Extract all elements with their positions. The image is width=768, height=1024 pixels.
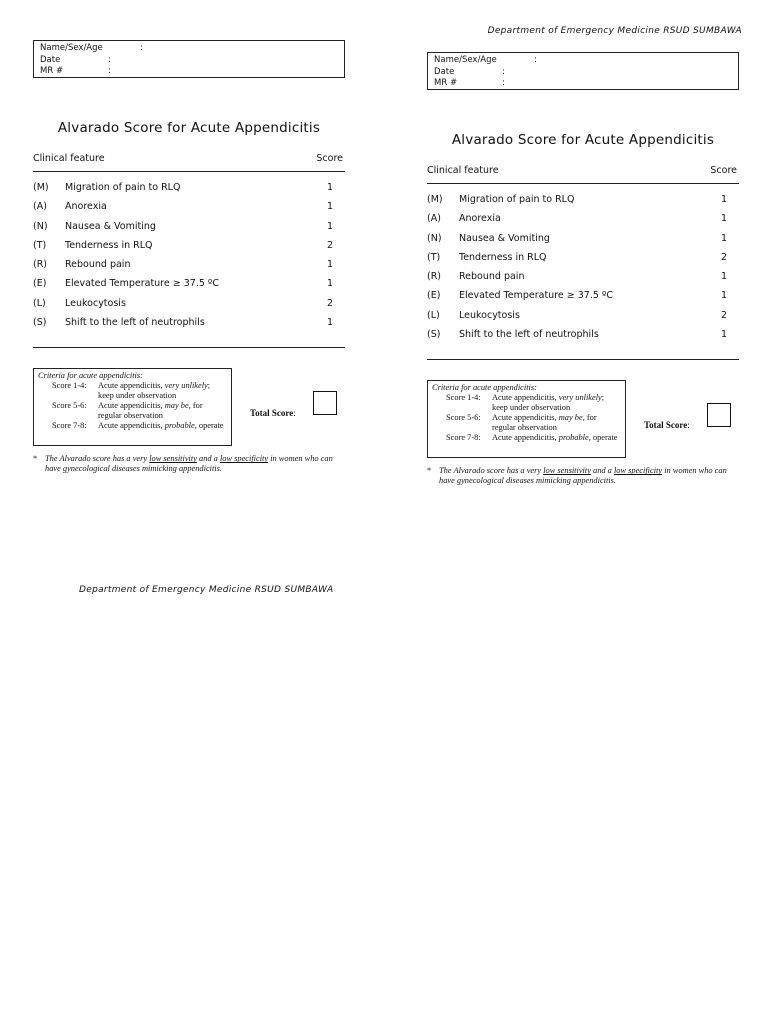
feature-label: Shift to the left of neutrophils [459, 329, 599, 341]
feature-code: (S) [33, 317, 47, 329]
patient-field-label: MR # [40, 66, 64, 76]
criteria-item-7-8 [432, 433, 621, 443]
feature-row-migration [33, 179, 345, 198]
footnote [33, 454, 345, 474]
feature-row-tenderness [33, 237, 345, 256]
patient-field-label: Date [40, 54, 61, 65]
feature-label: Migration of pain to RLQ [65, 182, 181, 193]
feature-score: 1 [720, 271, 727, 283]
feature-row-rebound [427, 268, 739, 287]
patient-field-date[interactable] [40, 55, 338, 67]
feature-row-anorexia [427, 210, 739, 229]
criteria-item-5-6 [38, 401, 227, 421]
clinical-feature-header: Clinical feature [33, 153, 105, 164]
field-separator: : [108, 54, 111, 65]
patient-field-mr-number[interactable] [40, 66, 338, 78]
patient-field-label: MR # [434, 78, 458, 88]
criteria-area [427, 380, 739, 464]
feature-code: (L) [33, 297, 46, 309]
score-table-body [33, 179, 345, 348]
feature-code: (N) [33, 220, 48, 232]
criteria-description: Acute appendicitis, probable, operate [492, 433, 618, 443]
footnote-text: The Alvarado score has a very low sensitivity and a low specificity in women who can have gynecological diseases mimicking appendicitis. [45, 454, 333, 474]
score-table-body [427, 191, 739, 360]
feature-row-left-shift [427, 326, 739, 345]
feature-row-nausea [33, 218, 345, 237]
feature-score: 1 [326, 317, 333, 329]
criteria-description: Acute appendicitis, very unlikely; keep under observation [98, 381, 211, 401]
feature-score: 2 [326, 239, 333, 251]
feature-row-rebound [33, 256, 345, 275]
feature-row-temperature [33, 275, 345, 294]
feature-row-leukocytosis [33, 295, 345, 314]
criteria-heading: Criteria for acute appendicitis: [432, 383, 537, 393]
feature-label: Leukocytosis [459, 309, 520, 321]
feature-code: (T) [33, 239, 47, 251]
feature-row-tenderness [427, 249, 739, 268]
criteria-description: Acute appendicitis, may be, for regular observation [492, 413, 597, 433]
criteria-description: Acute appendicitis, probable, operate [98, 421, 224, 431]
patient-field-mr-number[interactable] [434, 78, 732, 90]
department-footer: Department of Emergency Medicine RSUD SUMBAWA [79, 585, 334, 595]
patient-field-label: Name/Sex/Age [40, 43, 103, 53]
feature-code: (M) [427, 194, 443, 205]
feature-score: 2 [326, 297, 333, 309]
feature-score: 2 [720, 309, 727, 321]
criteria-description: Acute appendicitis, very unlikely; keep under observation [492, 393, 605, 413]
feature-label: Nausea & Vomiting [65, 220, 156, 232]
patient-info-box [427, 52, 739, 90]
feature-code: (S) [427, 329, 441, 341]
criteria-item-1-4 [432, 393, 621, 413]
feature-label: Migration of pain to RLQ [459, 194, 575, 205]
feature-score: 1 [720, 194, 727, 205]
patient-info-box [33, 40, 345, 78]
total-score-label: Total Score: [644, 420, 690, 431]
score-table-header [427, 165, 739, 184]
total-score-box[interactable] [707, 403, 731, 427]
feature-label: Nausea & Vomiting [459, 232, 550, 244]
feature-row-migration [427, 191, 739, 210]
field-separator: : [108, 66, 111, 76]
feature-score: 1 [720, 290, 727, 302]
alvarado-form-left [33, 40, 345, 474]
criteria-item-1-4 [38, 381, 227, 401]
footnote [427, 466, 739, 486]
feature-label: Anorexia [65, 201, 107, 213]
feature-score: 1 [326, 278, 333, 290]
feature-label: Tenderness in RLQ [459, 251, 547, 263]
feature-score: 1 [720, 329, 727, 341]
criteria-box [33, 368, 232, 446]
criteria-score-range: Score 1-4: [446, 393, 481, 403]
criteria-box [427, 380, 626, 458]
criteria-item-7-8 [38, 421, 227, 431]
feature-code: (A) [33, 201, 47, 213]
feature-code: (R) [33, 259, 48, 271]
feature-score: 1 [720, 213, 727, 225]
criteria-score-range: Score 7-8: [52, 421, 87, 431]
feature-code: (A) [427, 213, 441, 225]
criteria-score-range: Score 5-6: [446, 413, 481, 423]
form-title: Alvarado Score for Acute Appendicitis [57, 120, 321, 136]
footnote-text: The Alvarado score has a very low sensitivity and a low specificity in women who can have gynecological diseases mimicking appendicitis. [439, 466, 727, 486]
feature-score: 1 [720, 232, 727, 244]
feature-label: Leukocytosis [65, 297, 126, 309]
feature-label: Shift to the left of neutrophils [65, 317, 205, 329]
alvarado-form-right [427, 52, 739, 486]
field-separator: : [534, 55, 537, 65]
feature-code: (N) [427, 232, 442, 244]
feature-label: Elevated Temperature ≥ 37.5 ºC [459, 290, 614, 302]
criteria-item-5-6 [432, 413, 621, 433]
patient-field-name-sex-age[interactable] [434, 55, 732, 67]
clinical-feature-header: Clinical feature [427, 165, 499, 176]
feature-label: Elevated Temperature ≥ 37.5 ºC [65, 278, 220, 290]
criteria-score-range: Score 1-4: [52, 381, 87, 391]
total-score-box[interactable] [313, 391, 337, 415]
feature-score: 1 [326, 259, 333, 271]
feature-label: Tenderness in RLQ [65, 239, 153, 251]
feature-label: Rebound pain [65, 259, 131, 271]
feature-score: 2 [720, 251, 727, 263]
feature-code: (T) [427, 251, 441, 263]
field-separator: : [502, 78, 505, 88]
department-header: Department of Emergency Medicine RSUD SUMBAWA [487, 26, 742, 36]
criteria-area [33, 368, 345, 452]
form-title: Alvarado Score for Acute Appendicitis [451, 132, 715, 148]
criteria-description: Acute appendicitis, may be, for regular observation [98, 401, 203, 421]
criteria-score-range: Score 5-6: [52, 401, 87, 411]
feature-row-nausea [427, 230, 739, 249]
feature-code: (M) [33, 182, 49, 193]
criteria-score-range: Score 7-8: [446, 433, 481, 443]
feature-code: (E) [33, 278, 47, 290]
feature-label: Anorexia [459, 213, 501, 225]
feature-row-leukocytosis [427, 307, 739, 326]
score-header: Score [710, 165, 737, 176]
score-header: Score [316, 153, 343, 164]
field-separator: : [502, 66, 505, 77]
feature-score: 1 [326, 201, 333, 213]
footnote-marker: * [33, 454, 38, 464]
footnote-marker: * [427, 466, 432, 476]
feature-score: 1 [326, 182, 333, 193]
score-table-header [33, 153, 345, 172]
feature-code: (L) [427, 309, 440, 321]
feature-code: (E) [427, 290, 441, 302]
patient-field-label: Date [434, 66, 455, 77]
patient-field-label: Name/Sex/Age [434, 55, 497, 65]
feature-row-temperature [427, 287, 739, 306]
patient-field-date[interactable] [434, 67, 732, 79]
criteria-heading: Criteria for acute appendicitis: [38, 371, 143, 381]
patient-field-name-sex-age[interactable] [40, 43, 338, 55]
feature-row-left-shift [33, 314, 345, 333]
feature-score: 1 [326, 220, 333, 232]
feature-row-anorexia [33, 198, 345, 217]
feature-code: (R) [427, 271, 442, 283]
total-score-label: Total Score: [250, 408, 296, 419]
field-separator: : [140, 43, 143, 53]
feature-label: Rebound pain [459, 271, 525, 283]
